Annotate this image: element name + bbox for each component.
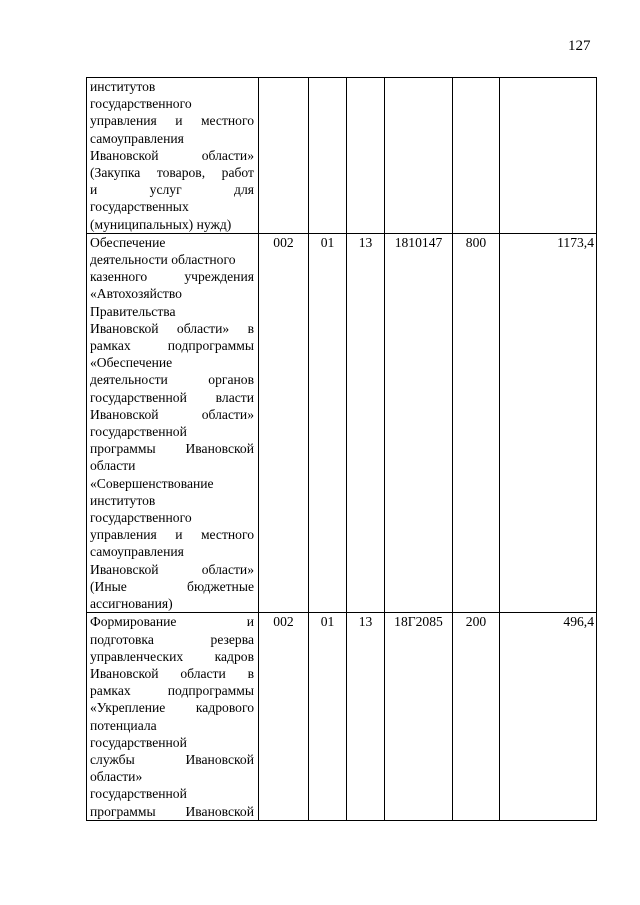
description-line: самоуправления <box>90 544 184 560</box>
expense-type-cell: 200 <box>453 613 500 820</box>
table-row <box>87 233 597 612</box>
description-line: институтов <box>90 492 156 508</box>
expense-type-cell <box>453 78 500 234</box>
description-line: самоуправления <box>90 130 184 146</box>
description-line: государственной власти <box>90 389 254 405</box>
subsection-code-cell <box>347 78 385 234</box>
description-line: государственного <box>90 96 192 112</box>
description-line: управления и местного <box>90 527 254 543</box>
description-line: Ивановской области» <box>90 406 254 422</box>
table-row <box>87 613 597 820</box>
description-line: области» <box>90 769 143 785</box>
description-line: Ивановской области» <box>90 561 254 577</box>
subsection-code-cell: 13 <box>347 233 385 612</box>
description-line: казенного учреждения <box>90 269 254 285</box>
ministry-code-cell <box>259 78 309 234</box>
description-line: и услуг для <box>90 182 254 198</box>
subsection-code-cell: 13 <box>347 613 385 820</box>
expense-type-cell: 800 <box>453 233 500 612</box>
description-line: государственной <box>90 424 187 440</box>
amount-cell: 496,4 <box>500 613 597 820</box>
amount-cell: 1173,4 <box>500 233 597 612</box>
description-line: государственной <box>90 734 187 750</box>
target-article-cell <box>385 78 453 234</box>
description-line: рамках подпрограммы <box>90 338 254 354</box>
description-line: управления и местного <box>90 113 254 129</box>
description-line: «Обеспечение <box>90 355 173 371</box>
description-line: деятельности областного <box>90 252 236 268</box>
description-line: (муниципальных) нужд) <box>90 216 232 232</box>
page-number: 127 <box>568 38 591 54</box>
description-line: институтов <box>90 79 156 94</box>
description-line: (Закупка товаров, работ <box>90 165 254 181</box>
description-line: ассигнования) <box>90 596 173 612</box>
description-line: «Автохозяйство <box>90 286 182 302</box>
description-line: Ивановской области в <box>90 665 254 681</box>
description-line: государственной <box>90 786 187 802</box>
description-line: (Иные бюджетные <box>90 578 254 594</box>
description-line: потенциала <box>90 717 157 733</box>
description-line: управленческих кадров <box>90 648 254 664</box>
description-line: Правительства <box>90 303 176 319</box>
description-line: «Совершенствование <box>90 475 214 491</box>
description-line: Ивановской области» <box>90 147 254 163</box>
description-line: деятельности органов <box>90 372 254 388</box>
ministry-code-cell: 002 <box>259 613 309 820</box>
description-line: «Укрепление кадрового <box>90 700 254 716</box>
target-article-cell: 18Г2085 <box>385 613 453 820</box>
description-cell <box>87 233 259 612</box>
description-line: области <box>90 458 136 474</box>
description-line: программы Ивановской <box>90 441 254 457</box>
target-article-cell: 1810147 <box>385 233 453 612</box>
description-line: государственных <box>90 199 189 215</box>
description-line: рамках подпрограммы <box>90 683 254 699</box>
description-line: программы Ивановской <box>90 803 254 819</box>
amount-cell <box>500 78 597 234</box>
description-cell <box>87 78 259 234</box>
section-code-cell: 01 <box>309 613 347 820</box>
description-cell <box>87 613 259 820</box>
description-line: Ивановской области» в <box>90 320 254 336</box>
description-line: государственного <box>90 510 192 526</box>
table-row <box>87 78 597 234</box>
budget-table <box>86 77 597 821</box>
section-code-cell <box>309 78 347 234</box>
description-line: службы Ивановской <box>90 751 254 767</box>
description-line: подготовка резерва <box>90 631 254 647</box>
description-line: Формирование и <box>90 614 254 630</box>
ministry-code-cell: 002 <box>259 233 309 612</box>
section-code-cell: 01 <box>309 233 347 612</box>
description-line: Обеспечение <box>90 234 166 250</box>
